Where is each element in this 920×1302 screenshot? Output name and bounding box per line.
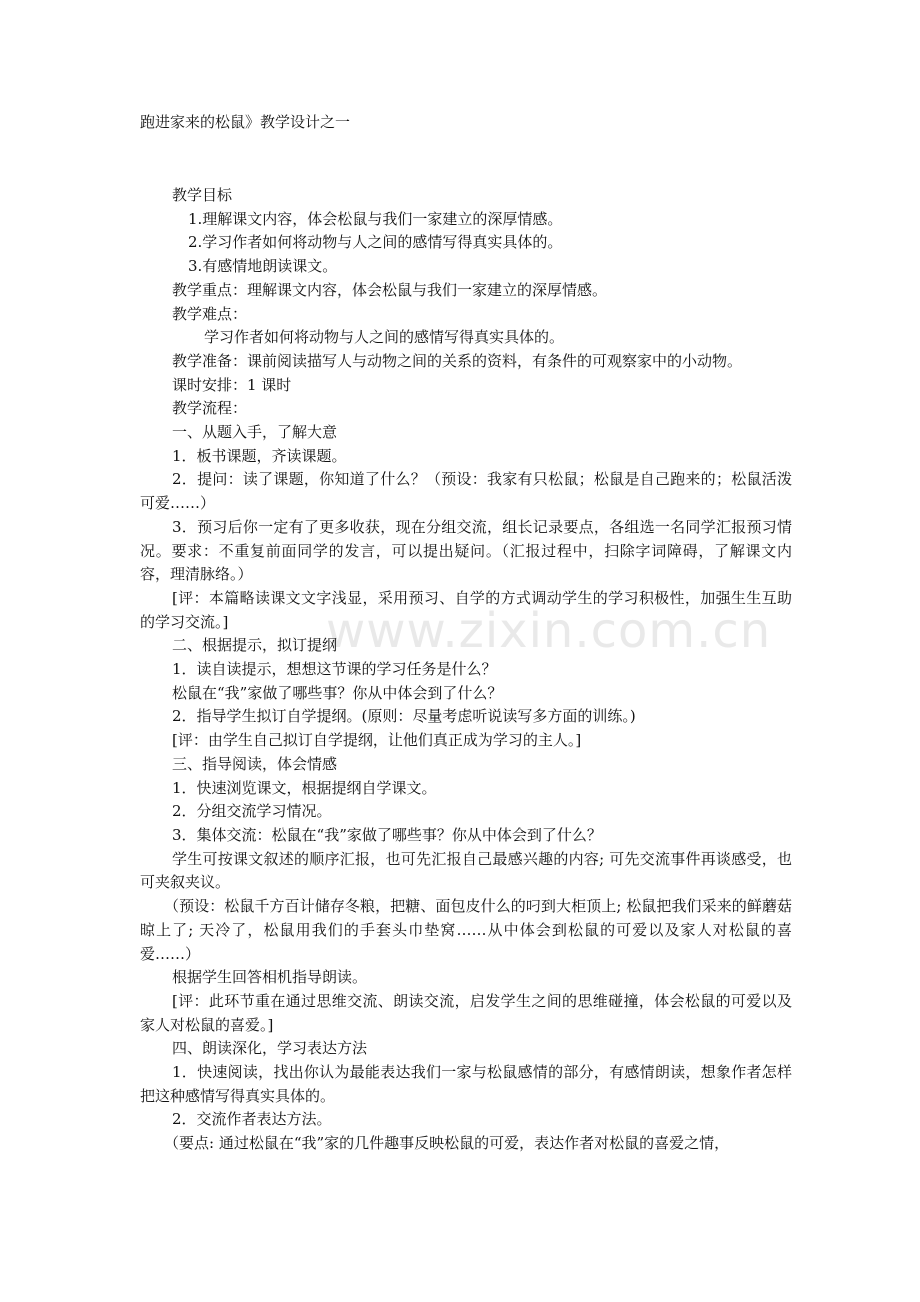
document-body <box>140 184 792 1156</box>
objective-item: 3.有感情地朗读课文。 <box>188 257 338 276</box>
preparation: 教学准备：课前阅读描写人与动物之间的关系的资料，有条件的可观察家中的小动物。 <box>172 351 743 370</box>
step-text: 根据学生回答相机指导朗读。 <box>172 968 368 987</box>
step-item: 3．预习后你一定有了更多收获，现在分组交流，组长记录要点，各组选一名同学汇报预习情况。要求：不重复前面同学的发言，可以提出疑问。（汇报过程中，扫除字词障碍，了解课文内容，理清脉络。） <box>140 517 792 584</box>
watermark: www.zixin.com.cn <box>326 603 772 659</box>
step-item: 1．板书课题，齐读课题。 <box>172 446 347 465</box>
step-item: 2．指导学生拟订自学提纲。(原则：尽量考虑听说读写多方面的训练。) <box>172 707 636 726</box>
process-heading: 教学流程： <box>172 399 248 418</box>
difficulty-text: 学习作者如何将动物与人之间的感情写得真实具体的。 <box>204 328 565 347</box>
preset-answer: （预设：松鼠千方百计储存冬粮，把糖、面包皮什么的叼到大柜顶上; 松鼠把我们采来的鲜蘑菇晾上了; 天冷了，松鼠用我们的手套头巾垫窝……从中体会到松鼠的可爱以及家人对松鼠的喜爱……） <box>140 897 792 963</box>
comment: [评：本篇略读课文文字浅显，采用预习、自学的方式调动学生的学习积极性，加强生生互助的学习交流。] <box>140 588 792 631</box>
step-heading: 一、从题入手，了解大意 <box>172 423 338 442</box>
comment: [评：此环节重在通过思维交流、朗读交流，启发学生之间的思维碰撞，体会松鼠的可爱以及家人对松鼠的喜爱。] <box>140 991 792 1034</box>
objective-item: 1.理解课文内容，体会松鼠与我们一家建立的深厚情感。 <box>188 209 563 228</box>
step-item: 2．交流作者表达方法。 <box>172 1110 332 1129</box>
schedule: 课时安排：1 课时 <box>172 375 292 394</box>
step-heading: 三、指导阅读，体会情感 <box>172 754 338 773</box>
step-heading: 四、朗读深化，学习表达方法 <box>172 1039 368 1058</box>
key-point-note: （要点: 通过松鼠在“我”家的几件趣事反映松鼠的可爱，表达作者对松鼠的喜爱之情， <box>164 1134 730 1153</box>
step-item: 3．集体交流：松鼠在“我”家做了哪些事？你从中体会到了什么？ <box>172 825 602 844</box>
section-heading: 教学目标 <box>172 186 233 204</box>
step-item: 2．提问：读了课题，你知道了什么？（预设：我家有只松鼠；松鼠是自己跑来的；松鼠活泼可爱……） <box>140 470 792 513</box>
step-item: 1．读自读提示，想想这节课的学习任务是什么？ <box>172 660 497 679</box>
step-text: 学生可按课文叙述的顺序汇报，也可先汇报自己最感兴趣的内容; 可先交流事件再谈感受，也可夹叙夹议。 <box>140 849 792 892</box>
comment: [评：由学生自己拟订自学提纲，让他们真正成为学习的主人。] <box>172 731 582 750</box>
key-point: 教学重点：理解课文内容，体会松鼠与我们一家建立的深厚情感。 <box>172 280 608 299</box>
difficulty-heading: 教学难点： <box>172 304 248 323</box>
step-item: 2．分组交流学习情况。 <box>172 802 332 821</box>
step-heading: 二、根据提示，拟订提纲 <box>172 636 338 655</box>
step-text: 松鼠在“我”家做了哪些事？你从中体会到了什么？ <box>172 683 503 702</box>
step-item: 1．快速浏览课文，根据提纲自学课文。 <box>172 778 437 797</box>
step-item: 1．快速阅读，找出你认为最能表达我们一家与松鼠感情的部分，有感情朗读，想象作者怎样把这种感情写得真实具体的。 <box>140 1063 792 1105</box>
objective-item: 2.学习作者如何将动物与人之间的感情写得真实具体的。 <box>188 233 563 252</box>
document-title: 跑进家来的松鼠》教学设计之一 <box>140 113 351 131</box>
